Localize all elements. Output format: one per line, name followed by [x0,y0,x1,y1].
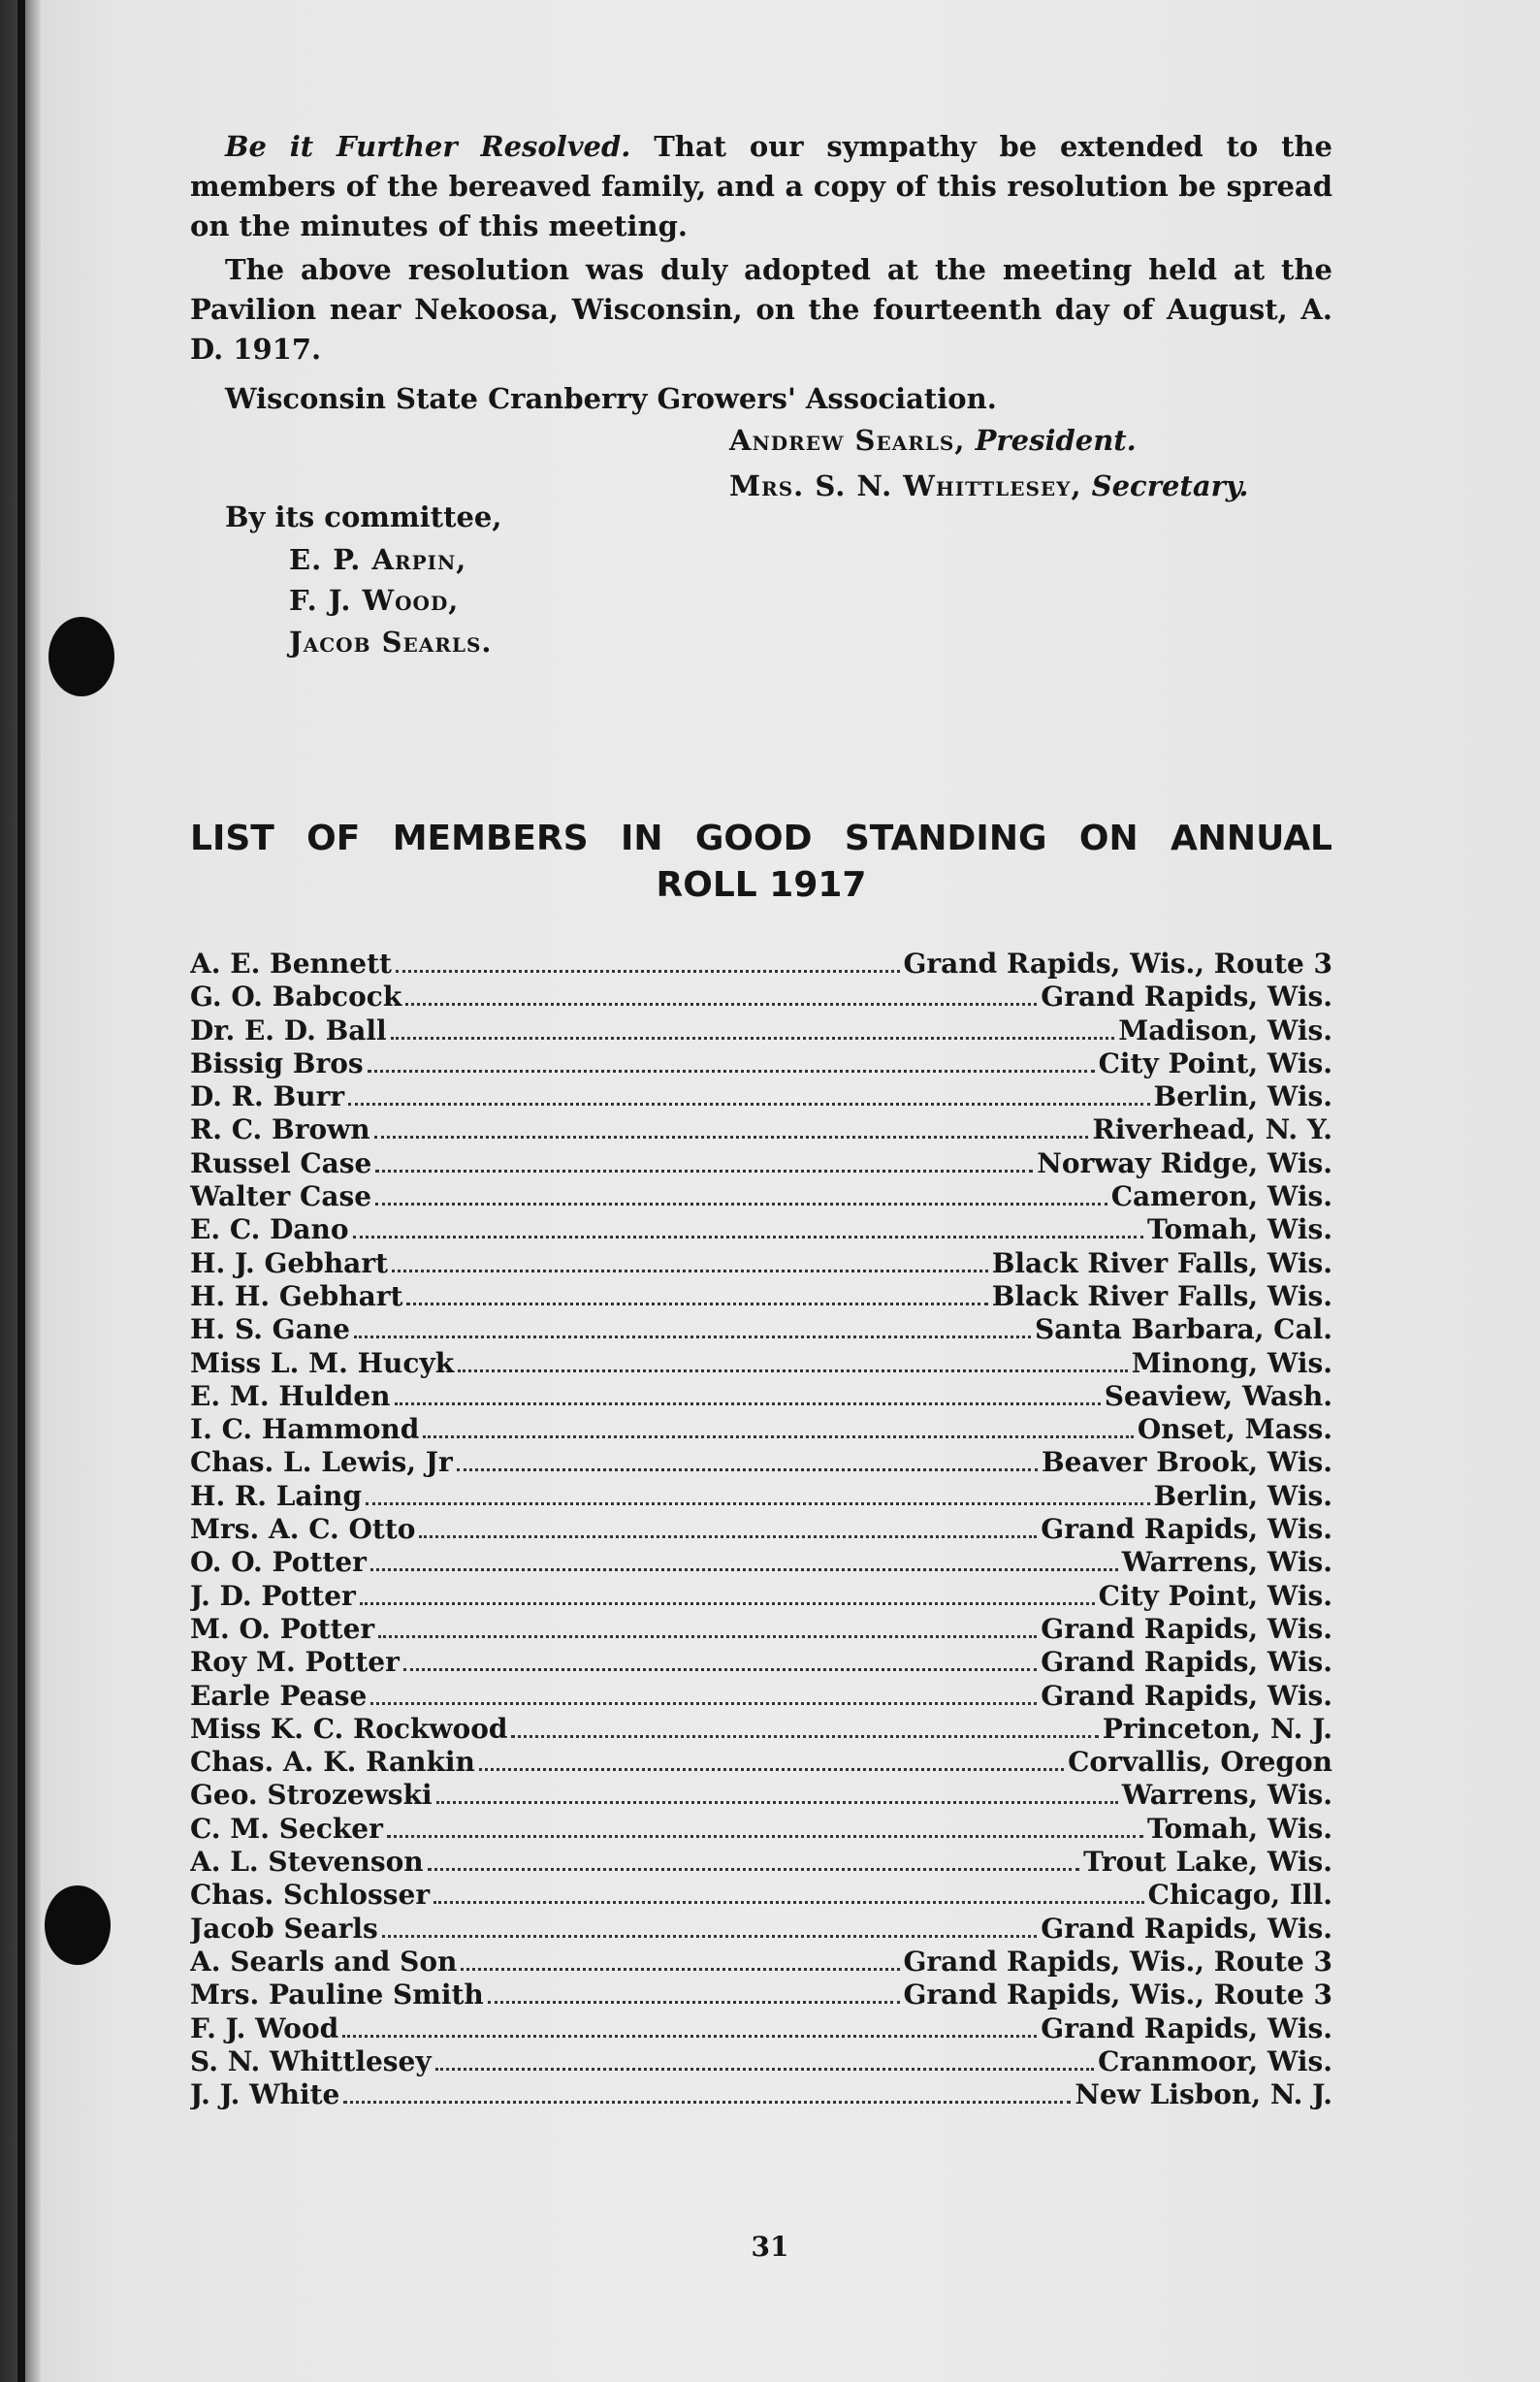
member-location: Berlin, Wis. [1153,1479,1332,1512]
dot-leader [461,1968,899,1971]
member-location: Grand Rapids, Wis., Route 3 [903,948,1332,980]
dot-leader [368,1070,1095,1073]
dot-leader [343,2101,1071,2104]
member-location: Tomah, Wis. [1146,1213,1332,1246]
list-item [190,1280,1332,1313]
list-item [190,1247,1332,1280]
dot-leader [395,1402,1101,1405]
list-item [190,1680,1332,1713]
member-location: Grand Rapids, Wis. [1041,1646,1332,1679]
member-location: Grand Rapids, Wis. [1041,981,1332,1014]
heading-line-2: ROLL 1917 [656,865,867,905]
adoption-paragraph [190,250,1332,370]
binding-line [17,0,25,2382]
dot-leader [405,1003,1037,1006]
member-name: Miss L. M. Hucyk [190,1346,455,1379]
dot-leader [348,1103,1149,1106]
list-item [190,1580,1332,1613]
list-item [190,1147,1332,1180]
member-location: Berlin, Wis. [1153,1080,1332,1113]
member-name: Mrs. A. C. Otto [190,1513,416,1546]
member-name: Jacob Searls [190,1912,378,1945]
dot-leader [423,1435,1133,1438]
member-name: E. C. Dano [190,1213,349,1246]
member-location: Grand Rapids, Wis., Route 3 [903,1979,1332,2012]
resolution-text: That our sympathy be extended to the members of the bereaved family, and a copy of this resolution be spread on the minutes of this meeting. [190,130,1332,242]
list-item [190,1913,1332,1946]
list-item [190,1746,1332,1779]
members-list [190,948,1332,2111]
member-name: A. L. Stevenson [190,1846,424,1879]
secretary-name: Mrs. S. N. Whittlesey, [729,469,1082,502]
dot-leader [419,1535,1037,1538]
member-location: Madison, Wis. [1118,1014,1332,1046]
list-item [190,1779,1332,1812]
member-name: J. D. Potter [190,1579,356,1612]
member-location: Cameron, Wis. [1110,1180,1332,1213]
member-location: Grand Rapids, Wis. [1041,1513,1332,1546]
dot-leader [511,1735,1098,1738]
member-name: Mrs. Pauline Smith [190,1979,484,2012]
member-location: Minong, Wis. [1131,1346,1332,1379]
dot-leader [396,970,900,973]
list-item [190,1047,1332,1080]
member-location: Black River Falls, Wis. [991,1279,1332,1312]
dot-leader [458,1369,1128,1372]
committee-intro: By its committee, [225,500,502,533]
dot-leader [353,1236,1143,1239]
member-location: Black River Falls, Wis. [991,1246,1332,1279]
member-name: O. O. Potter [190,1546,367,1579]
member-name: Walter Case [190,1180,372,1213]
member-location: Grand Rapids, Wis. [1041,1612,1332,1645]
member-location: Warrens, Wis. [1121,1779,1332,1812]
dot-leader [392,1270,988,1272]
dot-leader [479,1768,1064,1771]
member-location: Grand Rapids, Wis. [1041,1679,1332,1712]
member-name: E. M. Hulden [190,1379,391,1412]
member-location: City Point, Wis. [1098,1046,1332,1079]
list-item [190,2012,1332,2045]
member-name: M. O. Potter [190,1612,375,1645]
member-name: A. Searls and Son [190,1945,458,1978]
member-name: H. R. Laing [190,1479,363,1512]
list-item [190,1546,1332,1579]
member-name: R. C. Brown [190,1113,370,1146]
secretary-role: Secretary. [1091,469,1249,502]
member-name: H. H. Gebhart [190,1279,403,1312]
member-name: C. M. Secker [190,1812,383,1845]
members-list-heading [190,816,1332,909]
dot-leader [387,1835,1143,1838]
member-name: J. J. White [190,2078,340,2111]
member-name: Chas. A. K. Rankin [190,1746,475,1779]
member-location: Princeton, N. J. [1102,1712,1332,1745]
member-location: Tomah, Wis. [1146,1812,1332,1845]
list-item [190,981,1332,1014]
dot-leader [488,2001,900,2004]
list-item [190,2045,1332,2078]
president-name: Andrew Searls, [729,424,966,457]
adoption-text: The above resolution was duly adopted at the meeting held at the Pavilion near Nekoosa, Wisconsin, on the fourteenth day of August, A. D. 1917. [190,253,1332,366]
member-name: Bissig Bros [190,1046,364,1079]
heading-line-1: LIST OF MEMBERS IN GOOD STANDING ON ANNUAL [190,819,1332,858]
member-location: Seaview, Wash. [1104,1379,1332,1412]
member-location: Grand Rapids, Wis. [1041,1912,1332,1945]
punch-hole-bottom [45,1885,111,1965]
list-item [190,1846,1332,1879]
member-location: Onset, Mass. [1137,1413,1332,1446]
member-name: Miss K. C. Rockwood [190,1712,508,1745]
page-number: 31 [751,2231,789,2263]
committee-member: F. J. Wood, [289,584,460,617]
member-name: Roy M. Potter [190,1646,400,1679]
member-name: Chas. Schlosser [190,1879,431,1912]
committee-member: Jacob Searls. [289,626,493,659]
dot-leader [354,1336,1031,1338]
dot-leader [375,1203,1107,1206]
member-location: Chicago, Ill. [1147,1879,1332,1912]
dot-leader [374,1136,1089,1139]
dot-leader [457,1468,1038,1471]
member-location: Cranmoor, Wis. [1098,2044,1332,2077]
president-signature [729,424,1137,457]
organization-name: Wisconsin State Cranberry Growers' Association. [225,382,997,415]
member-name: G. O. Babcock [190,981,402,1014]
list-item [190,1813,1332,1846]
member-location: New Lisbon, N. J. [1075,2078,1332,2111]
member-name: H. J. Gebhart [190,1246,389,1279]
list-item [190,1080,1332,1113]
resolution-lead: Be it Further Resolved. [225,130,631,163]
list-item [190,948,1332,981]
dot-leader [342,2035,1037,2038]
list-item [190,1480,1332,1513]
dot-leader [382,1935,1038,1938]
list-item [190,1213,1332,1246]
member-location: Riverhead, N. Y. [1092,1113,1332,1146]
member-name: D. R. Burr [190,1080,345,1113]
list-item [190,1946,1332,1979]
list-item [190,1380,1332,1413]
list-item [190,1313,1332,1346]
list-item [190,1713,1332,1746]
member-location: Corvallis, Oregon [1068,1746,1332,1779]
dot-leader [433,1901,1144,1904]
dot-leader [435,2068,1095,2071]
dot-leader [378,1635,1037,1638]
dot-leader [370,1568,1118,1571]
member-location: Santa Barbara, Cal. [1034,1313,1332,1346]
member-name: F. J. Wood [190,2012,339,2044]
member-location: Grand Rapids, Wis. [1041,2012,1332,2044]
dot-leader [403,1668,1037,1671]
member-location: Trout Lake, Wis. [1083,1846,1332,1879]
resolution-paragraph [190,127,1332,246]
list-item [190,1446,1332,1479]
member-location: Grand Rapids, Wis., Route 3 [903,1945,1332,1978]
dot-leader [370,1702,1037,1705]
secretary-signature [729,469,1249,502]
member-name: S. N. Whittlesey [190,2044,432,2077]
member-name: I. C. Hammond [190,1413,420,1446]
member-name: Dr. E. D. Ball [190,1014,387,1046]
member-location: Warrens, Wis. [1121,1546,1332,1579]
member-name: Chas. L. Lewis, Jr [190,1446,453,1479]
dot-leader [391,1037,1115,1040]
list-item [190,1113,1332,1146]
list-item [190,1613,1332,1646]
dot-leader [375,1170,1033,1173]
list-item [190,1979,1332,2012]
list-item [190,1513,1332,1546]
member-name: Russel Case [190,1146,372,1179]
member-name: Earle Pease [190,1679,368,1712]
dot-leader [428,1868,1079,1871]
list-item [190,1014,1332,1047]
punch-hole-top [48,617,114,696]
dot-leader [366,1502,1149,1505]
member-location: City Point, Wis. [1098,1579,1332,1612]
member-location: Beaver Brook, Wis. [1042,1446,1332,1479]
member-name: A. E. Bennett [190,948,392,980]
president-role: President. [975,424,1137,457]
dot-leader [360,1602,1095,1605]
list-item [190,1347,1332,1380]
list-item [190,1879,1332,1912]
dot-leader [406,1303,987,1305]
list-item [190,1413,1332,1446]
list-item [190,2078,1332,2111]
list-item [190,1180,1332,1213]
dot-leader [436,1801,1118,1804]
member-location: Norway Ridge, Wis. [1037,1146,1332,1179]
member-name: Geo. Strozewski [190,1779,433,1812]
committee-member: E. P. Arpin, [289,543,467,576]
list-item [190,1646,1332,1679]
member-name: H. S. Gane [190,1313,350,1346]
